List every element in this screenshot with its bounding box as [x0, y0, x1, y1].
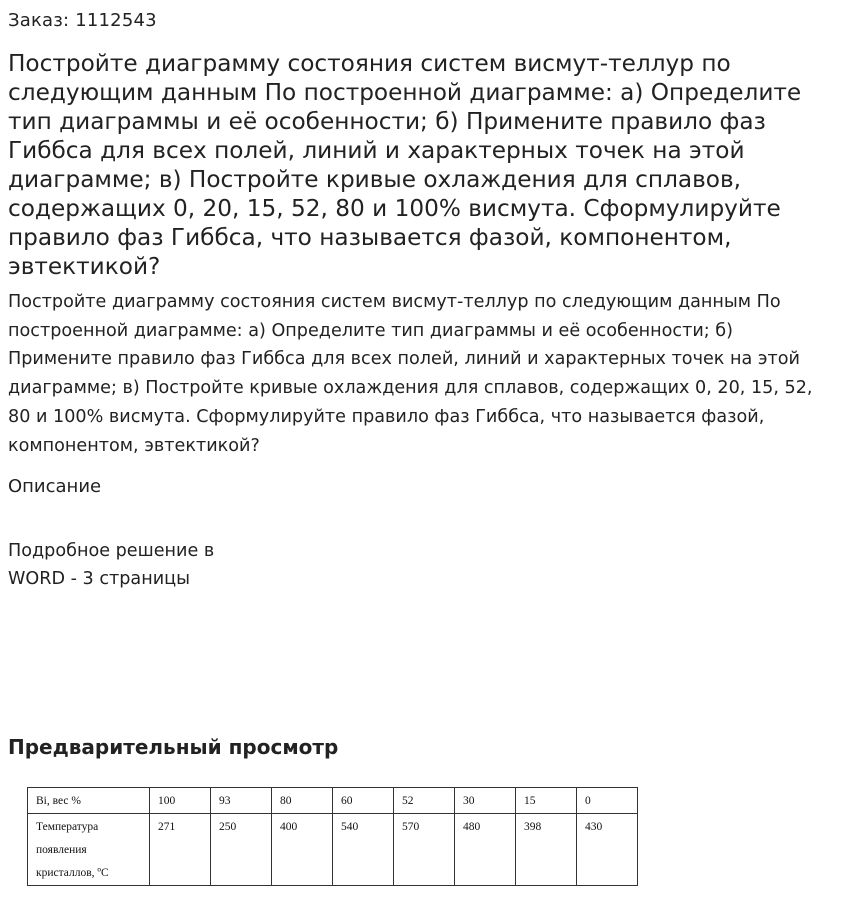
table-cell: 93: [211, 788, 272, 814]
table-cell: 80: [272, 788, 333, 814]
description-label: Описание: [8, 476, 102, 497]
task-description: Постройте диаграмму состояния систем висмут-теллур по следующим данным По построенной диаграмме: а) Определите тип диаграммы и её особенности; б) Примените правило фаз Гиббса для всех полей, линий и характерных точек на этой диаграмме; в) Постройте кривые охлаждения для сплавов, содержащих 0, 20, 15, 52, 80 и 100% висмута. Сформулируйте правило фаз Гиббса, что называется фазой, компонентом, эвтектикой?: [8, 292, 813, 456]
solution-line-1: Подробное решение в: [8, 541, 215, 561]
table-cell: 60: [333, 788, 394, 814]
table-cell: 430: [577, 814, 638, 886]
table-label-line: Температура: [36, 821, 99, 833]
table-cell: 400: [272, 814, 333, 886]
table-label-line: появления: [36, 844, 87, 856]
solution-info: [8, 537, 268, 593]
table-cell: 480: [455, 814, 516, 886]
solution-line-2: WORD - 3 страницы: [8, 569, 191, 589]
table-cell: 398: [516, 814, 577, 886]
table-label-line: кристаллов, ºС: [36, 867, 109, 879]
table-cell: 15: [516, 788, 577, 814]
table-cell: 30: [455, 788, 516, 814]
table-row-composition: [28, 788, 638, 814]
table-row-label: [28, 814, 150, 886]
table-cell: Bi, вес %: [28, 788, 150, 814]
table-cell: 100: [150, 788, 211, 814]
table-cell: 250: [211, 814, 272, 886]
preview-table: [27, 787, 638, 886]
table-cell: 570: [394, 814, 455, 886]
task-title: Постройте диаграмму состояния систем висмут-теллур по следующим данным По построенной диаграмме: а) Определите тип диаграммы и её особенности; б) Примените правило фаз Гиббса для всех полей, линий и характерных точек на этой диаграмме; в) Постройте кривые охлаждения для сплавов, содержащих 0, 20, 15, 52, 80 и 100% висмута. Сформулируйте правило фаз Гиббса, что называется фазой, компонентом, эвтектикой?: [8, 50, 802, 280]
table-cell: 52: [394, 788, 455, 814]
table-cell: 540: [333, 814, 394, 886]
table-cell: 0: [577, 788, 638, 814]
order-number: Заказ: 1112543: [8, 10, 157, 31]
preview-title: Предварительный просмотр: [8, 735, 339, 759]
table-cell: 271: [150, 814, 211, 886]
table-row-temperature: [28, 814, 638, 886]
